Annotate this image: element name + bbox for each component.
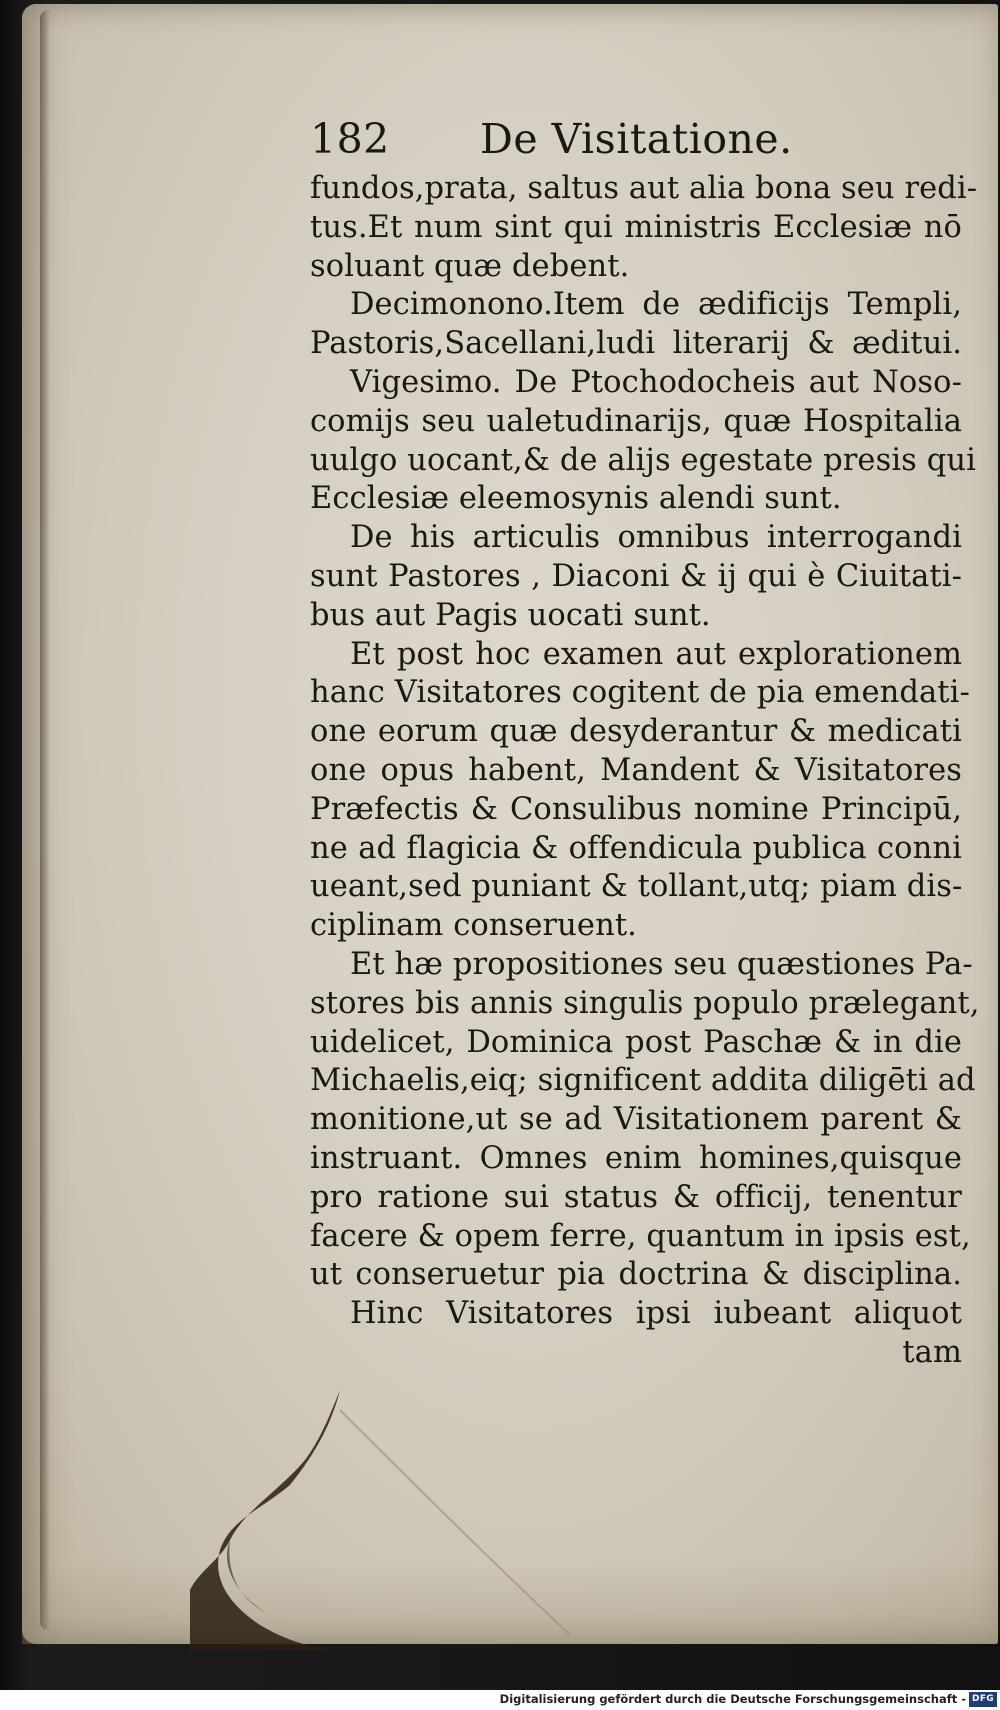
text-line: one eorum quæ desyderantur & medicati bbox=[310, 714, 962, 750]
footer-credit: Digitalisierung gefördert durch die Deutsche Forschungsgemeinschaft - bbox=[499, 1692, 966, 1706]
text-line: monitione,ut se ad Visitationem parent & bbox=[310, 1102, 962, 1138]
paper-binding-shadow bbox=[40, 10, 50, 1630]
text-line: soluant quæ debent. bbox=[310, 248, 630, 284]
text-line: ciplinam conseruent. bbox=[310, 908, 637, 944]
text-line: instruant. Omnes enim homines,quisque bbox=[310, 1140, 962, 1176]
text-line: sunt Pastores , Diaconi & ij qui è Ciuitati- bbox=[310, 558, 962, 594]
dfg-logo-icon: DFG bbox=[969, 1692, 997, 1707]
running-title: De Visitatione. bbox=[480, 115, 793, 163]
text-line: uulgo uocant,& de alijs egestate presis qui bbox=[310, 442, 976, 478]
text-line: facere & opem ferre, quantum in ipsis est, bbox=[310, 1218, 971, 1254]
text-line: Et post hoc examen aut explorationem bbox=[350, 636, 962, 672]
text-line: pro ratione sui status & officij, tenentur bbox=[310, 1179, 962, 1215]
text-line: ne ad flagicia & offendicula publica conni bbox=[310, 830, 962, 866]
text-line: Ecclesiæ eleemosynis alendi sunt. bbox=[310, 481, 842, 517]
text-line: tus.Et num sint qui ministris Ecclesiæ nō bbox=[310, 209, 962, 245]
text-line: comijs seu ualetudinarijs, quæ Hospitalia bbox=[310, 403, 962, 439]
text-line: Præfectis & Consulibus nomine Principū, bbox=[310, 791, 962, 827]
catchword: tam bbox=[902, 1334, 962, 1370]
text-block bbox=[310, 108, 980, 1373]
text-line: De his articulis omnibus interrogandi bbox=[350, 520, 962, 556]
text-line: ut conseruetur pia doctrina & disciplina. bbox=[310, 1257, 962, 1293]
text-line: one opus habent, Mandent & Visitatores bbox=[310, 752, 962, 788]
text-line: ueant,sed puniant & tollant,utq; piam dis- bbox=[310, 869, 963, 905]
text-line: bus aut Pagis uocati sunt. bbox=[310, 597, 711, 633]
text-line: Michaelis,eiq; significent addita diligēti ad bbox=[310, 1063, 976, 1099]
page-number: 182 bbox=[310, 115, 390, 163]
text-line: stores bis annis singulis populo prælegant, bbox=[310, 985, 980, 1021]
paper-bottom-shade bbox=[22, 1560, 998, 1644]
text-line: Pastoris,Sacellani,ludi literarij & æditui. bbox=[310, 326, 962, 362]
text-line: Decimonono.Item de ædificijs Templi, bbox=[350, 287, 962, 323]
text-line: hanc Visitatores cogitent de pia emendati- bbox=[310, 675, 970, 711]
text-line: fundos,prata, saltus aut alia bona seu redi- bbox=[310, 171, 978, 206]
text-line: Hinc Visitatores ipsi iubeant aliquot bbox=[350, 1296, 962, 1332]
text-line: Et hæ propositiones seu quæstiones Pa- bbox=[350, 946, 973, 982]
text-line: uidelicet, Dominica post Paschæ & in die bbox=[310, 1024, 962, 1060]
text-line: Vigesimo. De Ptochodocheis aut Noso- bbox=[350, 364, 962, 400]
running-head bbox=[310, 108, 962, 170]
